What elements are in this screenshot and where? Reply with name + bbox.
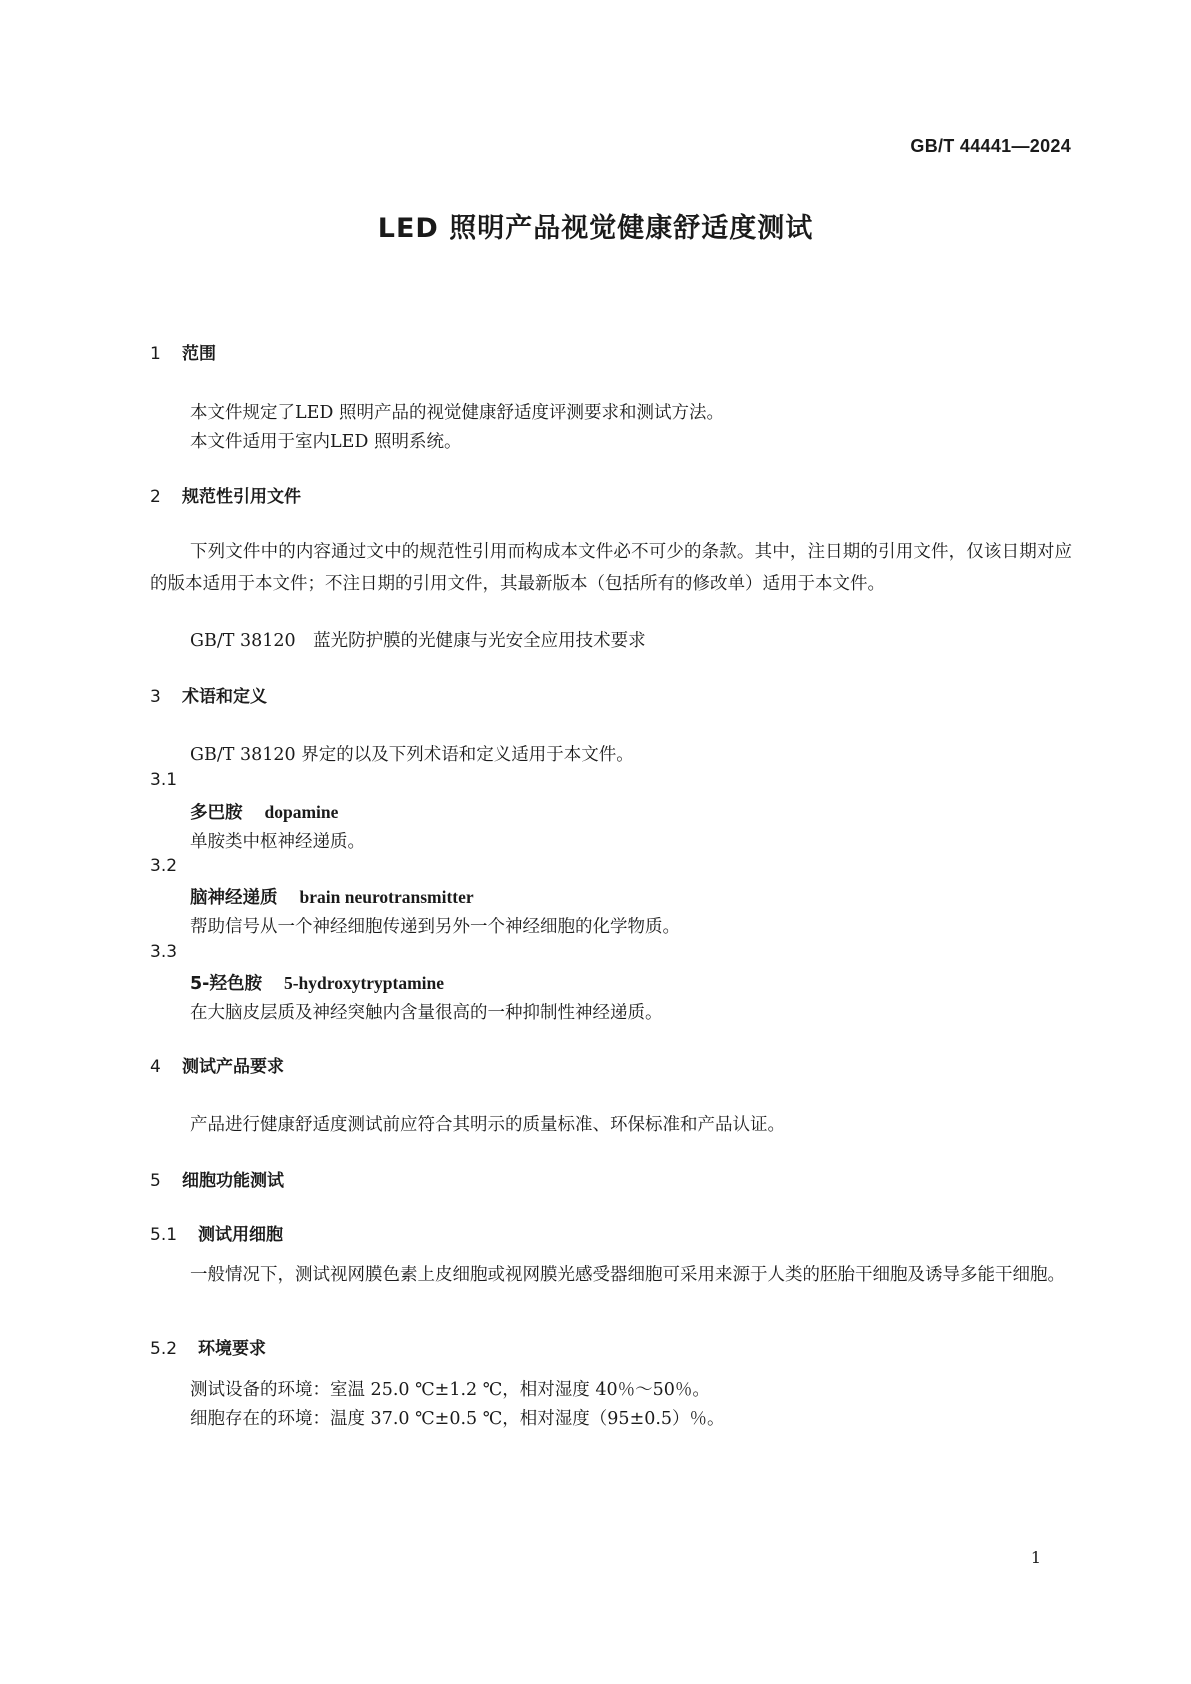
term-definition: 单胺类中枢神经递质。: [190, 832, 365, 852]
section-number: 3: [150, 687, 161, 707]
subsection-title: 环境要求: [198, 1339, 266, 1359]
term-definition: 帮助信号从一个神经细胞传递到另外一个神经细胞的化学物质。: [190, 917, 680, 937]
section-title: 细胞功能测试: [182, 1171, 284, 1191]
subsection-heading-5-2: [150, 1334, 266, 1359]
term-english: dopamine: [264, 802, 339, 822]
document-title: LED 照明产品视觉健康舒适度测试: [377, 213, 814, 244]
term-number: 3.1: [150, 770, 178, 790]
term-definition: 在大脑皮层质及神经突触内含量很高的一种抑制性神经递质。: [190, 1003, 663, 1023]
subsection-number: 5.2: [150, 1339, 178, 1359]
term-chinese: 5-羟色胺: [190, 974, 262, 994]
section-title: 范围: [182, 344, 216, 364]
paragraph: 细胞存在的环境：温度 37.0 ℃±0.5 ℃，相对湿度（95±0.5）％。: [190, 1409, 725, 1429]
paragraph: 测试设备的环境：室温 25.0 ℃±1.2 ℃，相对湿度 40％～50％。: [190, 1380, 710, 1400]
section-title: 术语和定义: [182, 687, 267, 707]
term-heading: [190, 970, 444, 995]
paragraph: 本文件规定了LED 照明产品的视觉健康舒适度评测要求和测试方法。: [190, 403, 724, 423]
paragraph: 本文件适用于室内LED 照明系统。: [190, 432, 462, 452]
term-number: 3.2: [150, 856, 178, 876]
section-number: 5: [150, 1171, 161, 1191]
term-english: 5-hydroxytryptamine: [283, 973, 445, 993]
section-heading-3: [150, 682, 267, 707]
paragraph: 下列文件中的内容通过文中的规范性引用而构成本文件必不可少的条款。其中，注日期的引用文件，仅该日期对应的版本适用于本文件；不注日期的引用文件，其最新版本（包括所有的修改单）适用于本文件。: [150, 542, 1072, 594]
paragraph: 产品进行健康舒适度测试前应符合其明示的质量标准、环保标准和产品认证。: [190, 1115, 785, 1135]
subsection-number: 5.1: [150, 1225, 178, 1245]
paragraph: GB/T 38120 界定的以及下列术语和定义适用于本文件。: [190, 745, 634, 765]
term-heading: [190, 884, 474, 909]
section-heading-5: [150, 1166, 284, 1191]
section-heading-4: [150, 1052, 284, 1077]
subsection-title: 测试用细胞: [198, 1225, 283, 1245]
section-title: 测试产品要求: [182, 1057, 284, 1077]
page-number: 1: [1030, 1548, 1041, 1567]
term-heading: [190, 799, 338, 824]
standard-code: GB/T 44441—2024: [910, 136, 1071, 156]
section-heading-2: [150, 482, 301, 507]
paragraph: 一般情况下，测试视网膜色素上皮细胞或视网膜光感受器细胞可采用来源于人类的胚胎干细胞及诱导多能干细胞。: [190, 1265, 1065, 1285]
term-chinese: 多巴胺: [190, 803, 243, 823]
normative-reference: GB/T 38120 蓝光防护膜的光健康与光安全应用技术要求: [190, 631, 646, 651]
section-number: 4: [150, 1057, 161, 1077]
term-english: brain neurotransmitter: [299, 887, 474, 907]
section-heading-1: [150, 339, 216, 364]
subsection-heading-5-1: [150, 1220, 283, 1245]
term-number: 3.3: [150, 942, 178, 962]
section-number: 1: [150, 344, 161, 364]
term-chinese: 脑神经递质: [190, 888, 278, 908]
section-title: 规范性引用文件: [182, 487, 301, 507]
section-number: 2: [150, 487, 161, 507]
